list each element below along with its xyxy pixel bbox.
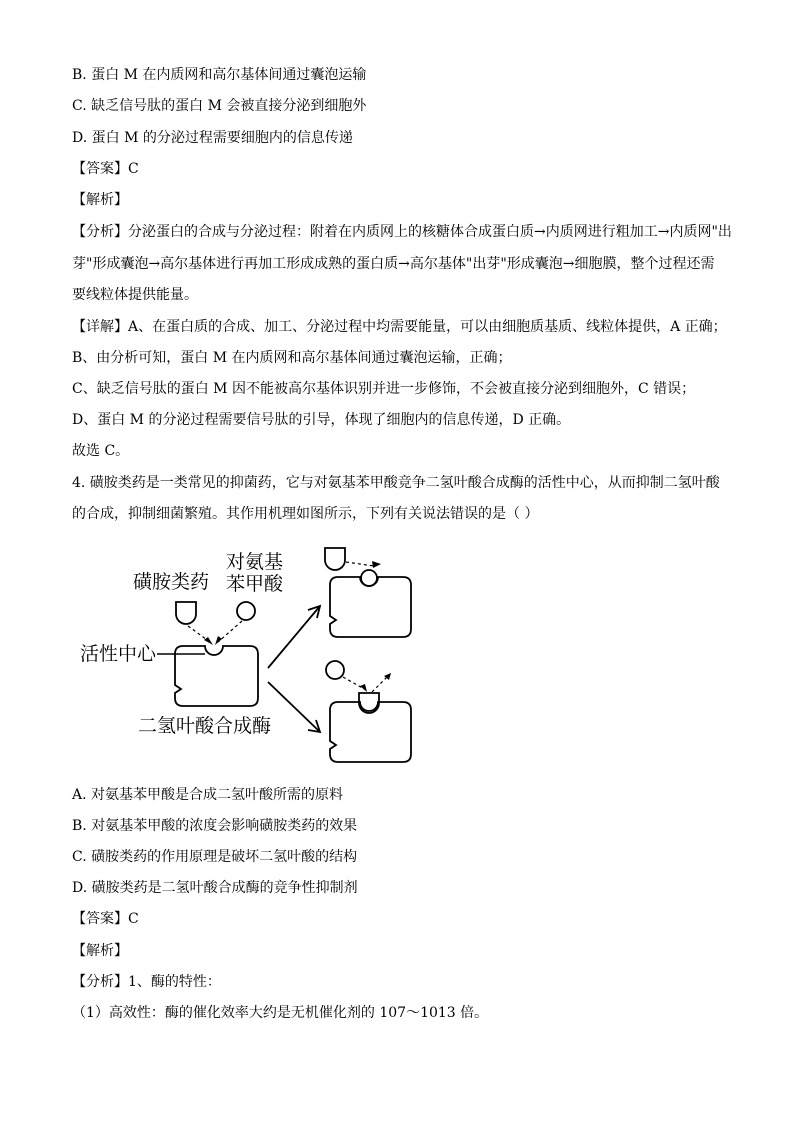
q4-analysis-label: 【解析】 — [72, 943, 128, 959]
q4-analysis-line-2: （1）高效性：酶的催化效率大约是无机催化剂的 107～1013 倍。 — [72, 1005, 489, 1021]
sulfa-drug-bound — [359, 693, 379, 713]
enzyme-bottom-right — [330, 702, 411, 762]
label-active-site: 活性中心 — [80, 643, 157, 665]
q3-answer: 【答案】C — [72, 161, 139, 177]
q4-option-a: A. 对氨基苯甲酸是合成二氢叶酸所需的原料 — [72, 787, 344, 803]
enzyme-main — [175, 646, 258, 706]
q3-detail-line-2: B、由分析可知，蛋白 M 在内质网和高尔基体间通过囊泡运输，正确； — [72, 350, 512, 366]
label-paba-line-2: 苯甲酸 — [226, 573, 284, 595]
arrow-to-top — [268, 606, 320, 668]
q3-detail-line-3: C、缺乏信号肽的蛋白 M 因不能被高尔基体识别并进一步修饰，不会被直接分泌到细胞外，C 错误； — [72, 381, 696, 397]
q3-option-c: C. 缺乏信号肽的蛋白 M 会被直接分泌到细胞外 — [72, 98, 367, 114]
q3-detail-line-1: 【详解】A、在蛋白质的合成、加工、分泌过程中均需要能量，可以由细胞质基质、线粒体提供，A 正确； — [72, 319, 727, 335]
enzyme-mechanism-diagram — [0, 540, 794, 780]
release-dashed-bottom — [372, 676, 388, 692]
label-enzyme: 二氢叶酸合成酶 — [138, 715, 272, 737]
q3-analysis-line-3: 要线粒体提供能量。 — [72, 287, 198, 303]
paba-circle — [237, 602, 255, 620]
q4-answer: 【答案】C — [72, 911, 139, 927]
q4-option-c: C. 磺胺类药的作用原理是破坏二氢叶酸的结构 — [72, 849, 358, 865]
q4-stem-line-2: 的合成，抑制细菌繁殖。其作用机理如图所示，下列有关说法错误的是（ ） — [72, 506, 539, 522]
paba-free — [326, 661, 344, 679]
release-dashed-top — [346, 562, 374, 566]
q4-analysis-line-1: 【分析】1、酶的特性： — [72, 974, 221, 990]
q4-option-d: D. 磺胺类药是二氢叶酸合成酶的竞争性抑制剂 — [72, 880, 358, 896]
label-sulfa-drug: 磺胺类药 — [133, 571, 210, 593]
q3-analysis-line-1: 【分析】分泌蛋白的合成与分泌过程：附着在内质网上的核糖体合成蛋白质→内质网进行粗加工→内质网"出 — [72, 224, 732, 240]
q3-conclusion: 故选 C。 — [72, 443, 130, 459]
q4-option-b: B. 对氨基苯甲酸的浓度会影响磺胺类药的效果 — [72, 818, 358, 834]
q3-option-b: B. 蛋白 M 在内质网和高尔基体间通过囊泡运输 — [72, 67, 367, 83]
arrow-to-bottom — [268, 682, 320, 732]
q3-detail-line-4: D、蛋白 M 的分泌过程需要信号肽的引导，体现了细胞内的信息传递，D 正确。 — [72, 412, 571, 428]
label-paba-line-1: 对氨基 — [226, 551, 284, 573]
sulfa-drug-shape — [176, 602, 196, 624]
q4-stem-line-1: 4. 磺胺类药是一类常见的抑菌药，它与对氨基苯甲酸竞争二氢叶酸合成酶的活性中心，从而抑制二氢叶酸 — [72, 475, 720, 491]
q3-analysis-line-2: 芽"形成囊泡→高尔基体进行再加工形成成熟的蛋白质→高尔基体"出芽"形成囊泡→细胞膜，整个过程还需 — [72, 256, 715, 272]
q3-option-d: D. 蛋白 M 的分泌过程需要细胞内的信息传递 — [72, 130, 353, 146]
q3-analysis-label: 【解析】 — [72, 192, 128, 208]
sulfa-drug-free — [325, 548, 345, 570]
paba-bound — [361, 570, 377, 586]
